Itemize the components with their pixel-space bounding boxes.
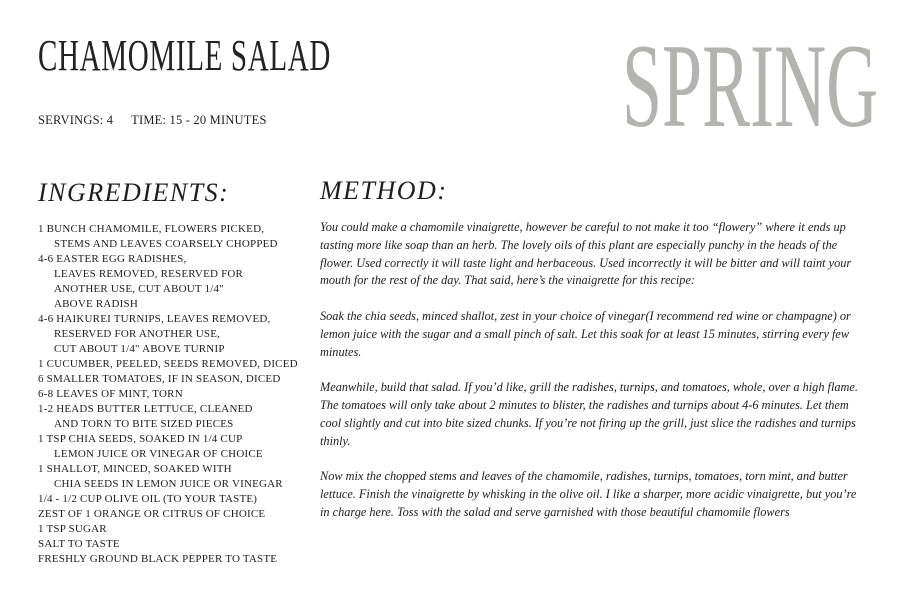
ingredient-line: 1-2 HEADS BUTTER LETTUCE, CLEANED <box>38 403 253 415</box>
ingredient-line: RESERVED FOR ANOTHER USE, <box>54 328 221 340</box>
ingredient-line: CHIA SEEDS IN LEMON JUICE OR VINEGAR <box>54 478 283 490</box>
ingredient-line: AND TORN TO BITE SIZED PIECES <box>54 418 234 430</box>
method-paragraph: Soak the chia seeds, minced shallot, zest in your choice of vinegar(I recommend red wine or champagne) or lemon juice with the sugar and a small pinch of salt. Let this soak for at least 15 minutes, stirring every few minutes. <box>320 308 851 359</box>
ingredient-line: 4-6 EASTER EGG RADISHES, <box>38 253 187 265</box>
ingredient-line: 1 TSP CHIA SEEDS, SOAKED IN 1/4 CUP <box>38 433 243 445</box>
time-label: TIME: 15 - 20 MINUTES <box>131 113 267 127</box>
ingredient-line: 1 TSP SUGAR <box>38 523 107 535</box>
ingredient-line: STEMS AND LEAVES COARSELY CHOPPED <box>54 238 278 250</box>
ingredient-line: CUT ABOUT 1/4" ABOVE TURNIP <box>54 343 225 355</box>
ingredients-heading: INGREDIENTS: <box>38 178 230 207</box>
recipe-title: CHAMOMILE SALAD <box>38 31 332 80</box>
ingredient-line: SALT TO TASTE <box>38 538 120 550</box>
ingredient-line: ABOVE RADISH <box>54 298 138 310</box>
ingredient-line: ANOTHER USE, CUT ABOUT 1/4" <box>54 283 224 295</box>
ingredient-line: 1 CUCUMBER, PEELED, SEEDS REMOVED, DICED <box>38 358 298 370</box>
ingredient-line: 1 SHALLOT, MINCED, SOAKED WITH <box>38 463 232 475</box>
ingredient-line: ZEST OF 1 ORANGE OR CITRUS OF CHOICE <box>38 508 266 520</box>
ingredient-line: 1 BUNCH CHAMOMILE, FLOWERS PICKED, <box>38 223 265 235</box>
recipe-meta <box>38 113 267 128</box>
method-paragraph: Meanwhile, build that salad. If you’d like, grill the radishes, turnips, and tomatoes, whole, over a high flame. The tomatoes will only take about 2 minutes to blister, the radishes and turnips about 4-6 minutes. Let them cool slightly and cut into bite sized chunks. If you’re not firing up the grill, just slice the radishes and turnips thinly. <box>320 380 858 448</box>
ingredient-line: 6-8 LEAVES OF MINT, TORN <box>38 388 183 400</box>
ingredient-line: 1/4 - 1/2 CUP OLIVE OIL (TO YOUR TASTE) <box>38 493 258 505</box>
ingredient-line: 4-6 HAIKUREI TURNIPS, LEAVES REMOVED, <box>38 313 271 325</box>
ingredient-line: LEAVES REMOVED, RESERVED FOR <box>54 268 244 280</box>
method-paragraph: You could make a chamomile vinaigrette, however be careful to not make it too “flowery” where it ends up tasting more like soap than an herb. The lovely oils of this plant are especially punchy in the heads of the flower. Used correctly it will taste light and herbaceous. Used incorrectly it will be bitter and will taint your mouth for the rest of the day. That said, here’s the vinaigrette for this recipe: <box>320 220 852 288</box>
ingredients-list <box>38 222 313 567</box>
season-title: SPRING <box>622 19 879 152</box>
method-heading: METHOD: <box>320 176 448 205</box>
ingredient-line: 6 SMALLER TOMATOES, IF IN SEASON, DICED <box>38 373 281 385</box>
ingredient-line: LEMON JUICE OR VINEGAR OF CHOICE <box>54 448 263 460</box>
method-paragraph: Now mix the chopped stems and leaves of the chamomile, radishes, turnips, tomatoes, torn mint, and butter lettuce. Finish the vinaigrette by whisking in the olive oil. I like a sharper, more acidic vinaigrette, but you’re in charge here. Toss with the salad and serve garnished with those beautiful chamomile flowers <box>320 469 857 519</box>
servings-label: SERVINGS: 4 <box>38 113 114 127</box>
method-body <box>320 219 868 539</box>
ingredient-line: FRESHLY GROUND BLACK PEPPER TO TASTE <box>38 553 278 565</box>
